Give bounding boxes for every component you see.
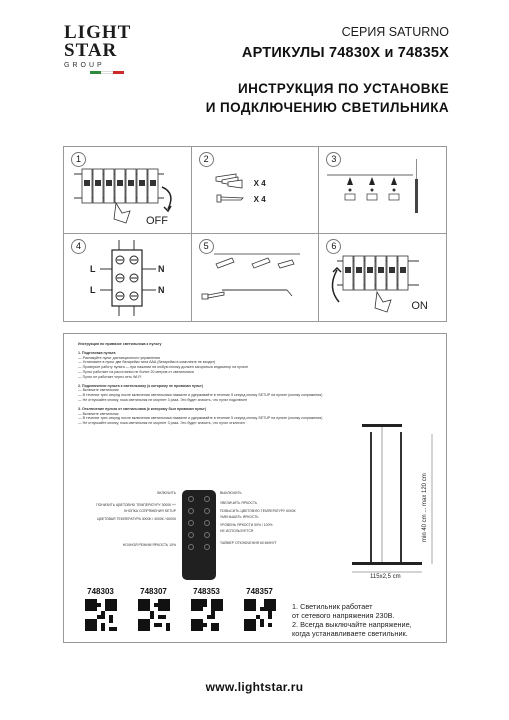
instruction-title — [206, 79, 449, 117]
dowel-quantity: X 4 — [253, 179, 266, 188]
step-1-panel — [64, 147, 192, 233]
remote-control-diagram — [74, 487, 336, 583]
step-4-panel — [64, 234, 192, 321]
section-2-item: — Не отпускайте кнопку, пока светильник не моргнет 3 раза. Это будет значить, что пульт подключен — [78, 397, 248, 402]
remote-label-left: КНОПКА СОПРЯЖЕНИЯ SETUP — [124, 509, 176, 513]
terminal-block-icon — [64, 234, 191, 321]
remote-button — [204, 532, 210, 538]
installation-steps-grid — [63, 146, 447, 322]
breaker-panel-icon — [64, 147, 191, 233]
height-dimension: min 40 cm ... max 120 cm — [422, 473, 428, 542]
product-code: 748357 — [246, 587, 273, 596]
ceiling-drilling-icon — [319, 147, 446, 233]
brand-logo — [64, 22, 132, 74]
lamp-dimensions-diagram — [352, 424, 444, 584]
section-3-title: 3. Отключение пульта от светильника (к которому был привязан пульт) — [78, 406, 207, 411]
remote-button — [204, 496, 210, 502]
step-number: 1 — [71, 152, 86, 167]
remote-button — [188, 496, 194, 502]
section-3-item: — В течение трех секунд после включения светильника нажмите и удерживайте в течение 5 секунд кнопку SETUP на пульте (кнопку сопряжения) — [78, 416, 323, 421]
product-code: 748307 — [140, 587, 167, 596]
logo-line-light: LIGHT — [64, 22, 132, 43]
series-title: СЕРИЯ SATURNO — [341, 25, 449, 39]
instruction-title-line1: ИНСТРУКЦИЯ ПО УСТАНОВКЕ — [238, 81, 449, 96]
remote-control-icon — [182, 490, 216, 580]
screw-quantity: X 4 — [253, 195, 266, 204]
qr-code-icon — [138, 599, 170, 631]
qr-code-icon — [244, 599, 276, 631]
logo-line-group: GROUP — [64, 62, 105, 69]
remote-button — [204, 544, 210, 550]
product-code-item — [184, 587, 229, 631]
step-3-panel — [319, 147, 446, 233]
note-1-line1: 1. Светильник работает — [292, 602, 373, 611]
remote-label-right: НЕ ИСПОЛЬЗУЕТСЯ — [220, 529, 254, 533]
remote-label-right: ВЫКЛЮЧИТЬ — [220, 491, 242, 495]
mounting-bracket-icon — [192, 234, 319, 321]
step-number: 3 — [326, 152, 341, 167]
product-code-item — [237, 587, 282, 631]
remote-label-right: УРОВЕНЬ ЯРКОСТИ 50% / 100% — [220, 523, 273, 527]
remote-instructions-title: Инструкция по привязке светильника к пульту — [78, 342, 162, 346]
section-1-item: — Проверьте работу пульта — при нажатии на любую кнопку должен загораться индикатор на пульте — [78, 365, 249, 370]
remote-label-left: ВКЛЮЧИТЬ — [157, 491, 176, 495]
info-panel — [63, 333, 447, 643]
wire-label-n-top: N — [158, 264, 165, 274]
wire-label-l-bottom: L — [90, 285, 96, 295]
width-dimension: 115x2,5 cm — [370, 574, 401, 580]
note-2-line1: 2. Всегда выключайте напряжение, — [292, 620, 412, 629]
section-1-title: 1. Подготовка пульта — [78, 350, 116, 355]
remote-button — [188, 520, 194, 526]
section-2-item: — Включите светильник — [78, 388, 119, 393]
step-1-off-label: OFF — [146, 215, 168, 227]
product-code-item — [78, 587, 123, 631]
wire-label-l-top: L — [90, 264, 96, 274]
instruction-title-line2: И ПОДКЛЮЧЕНИЮ СВЕТИЛЬНИКА — [205, 100, 449, 115]
remote-label-left: ПОНИЗИТЬ ЦВЕТОВУЮ ТЕМПЕРАТУРУ 3000К ++ — [96, 503, 176, 507]
product-code: 748303 — [87, 587, 114, 596]
section-1-item: — Пульт не работает через сеть Wi-Fi — [78, 374, 142, 379]
step-number: 6 — [326, 239, 341, 254]
step-number: 2 — [199, 152, 214, 167]
lamp-drawing-icon — [352, 424, 444, 584]
logo-line-star: STAR — [64, 40, 118, 61]
qr-code-icon — [85, 599, 117, 631]
italian-flag-icon — [90, 71, 124, 74]
section-2-title: 2. Подключение пульта к светильнику (к которому не привязан пульт) — [78, 383, 203, 388]
remote-label-right: УВЕЛИЧИТЬ ЯРКОСТЬ — [220, 501, 258, 505]
section-3-item: — Включите светильник — [78, 411, 119, 416]
website-link[interactable]: www.lightstar.ru — [205, 680, 304, 694]
remote-button — [188, 508, 194, 514]
remote-label-right: ПОВЫСИТЬ ЦВЕТОВУЮ ТЕМПЕРАТУРУ 6000К — [220, 509, 296, 513]
remote-pairing-instructions — [78, 342, 338, 426]
step-6-panel — [319, 234, 446, 321]
note-1-line2: от сетевого напряжения 230В. — [292, 611, 395, 620]
remote-button — [188, 532, 194, 538]
article-numbers: АРТИКУЛЫ 74830X и 74835X — [241, 45, 449, 61]
remote-button — [204, 508, 210, 514]
product-code-item — [131, 587, 176, 631]
step-2-panel — [192, 147, 320, 233]
remote-label-right: УМЕНЬШИТЬ ЯРКОСТЬ — [220, 515, 259, 519]
section-1-item: — Установите в пульт две батарейки типа ААА (батарейки в комплекте не входят) — [78, 360, 216, 365]
product-code: 748353 — [193, 587, 220, 596]
remote-button — [188, 544, 194, 550]
remote-label-left: ЦВЕТОВАЯ ТЕМПЕРАТУРА 3000К / 4000К / 6000К — [97, 517, 176, 521]
product-codes — [78, 587, 282, 631]
remote-label-left: НОЧНОЙ РЕЖИМ ЯРКОСТЬ 10% — [122, 543, 176, 547]
note-2-line2: когда устанавливаете светильник. — [292, 629, 408, 638]
section-3-item: — Не отпускайте кнопку, пока светильник не моргнет 3 раза. Это будет значить, что пульт отключен — [78, 421, 245, 426]
dowels-and-screws-icon — [192, 147, 319, 233]
safety-notes — [292, 602, 442, 638]
step-number: 4 — [71, 239, 86, 254]
section-1-item: — Распакуйте пульт дистанционного управления — [78, 355, 160, 360]
section-1-item: — Пульт работает на расстоянии не более 20 метров от светильника — [78, 369, 194, 374]
remote-button — [204, 520, 210, 526]
wire-label-n-bottom: N — [158, 285, 165, 295]
step-6-on-label: ON — [411, 300, 428, 312]
remote-label-right: ТАЙМЕР ОТКЛЮЧЕНИЯ 60 МИНУТ — [220, 541, 277, 545]
step-5-panel — [192, 234, 320, 321]
qr-code-icon — [191, 599, 223, 631]
section-2-item: — В течение трех секунд после включения светильника нажмите и удерживайте в течение 5 секунд кнопку SETUP на пульте (кнопку сопряжения) — [78, 393, 323, 398]
step-number: 5 — [199, 239, 214, 254]
